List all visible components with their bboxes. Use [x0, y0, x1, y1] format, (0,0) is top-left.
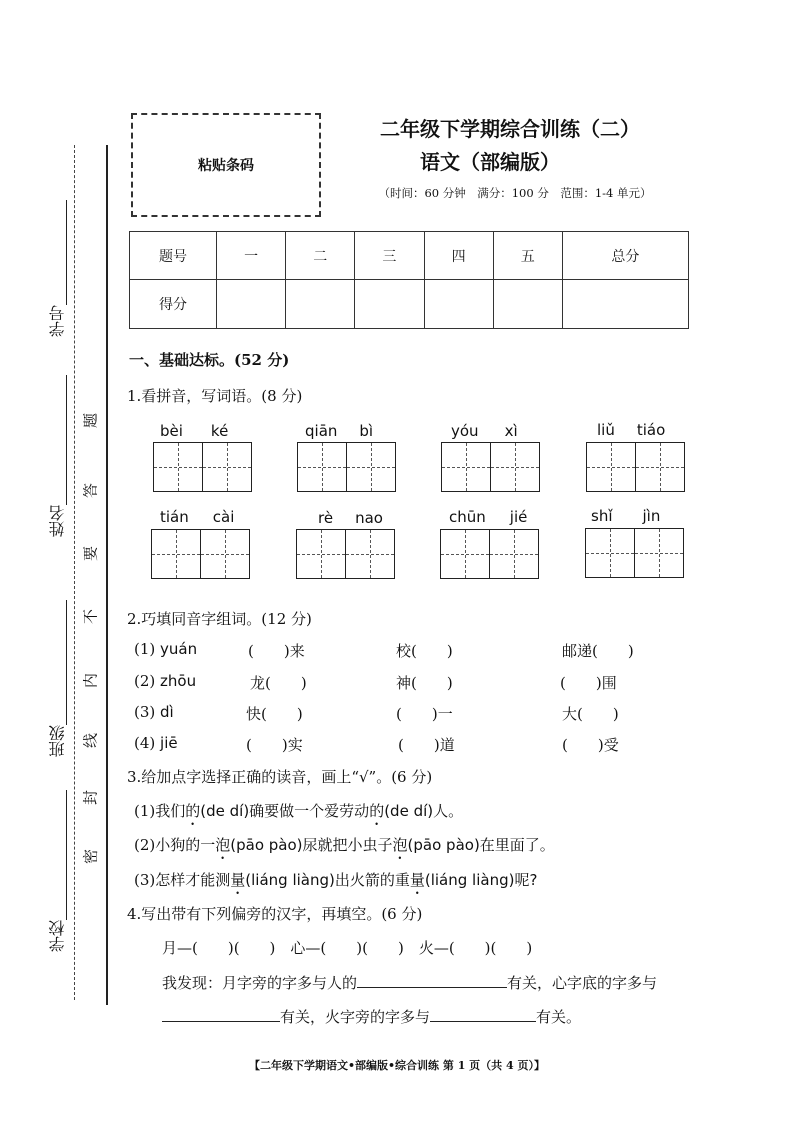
table-row	[130, 280, 689, 329]
dotted-char: 泡	[215, 836, 231, 854]
pinyin-pair: qiān bì	[305, 422, 374, 440]
tianzige-grid[interactable]	[151, 529, 248, 579]
pinyin-pair: yóu xì	[451, 422, 518, 440]
school-label: 学校	[48, 920, 67, 952]
score-input-cell[interactable]	[286, 280, 355, 329]
table-row	[130, 232, 689, 280]
q2-row: (2) zhōu	[134, 672, 197, 690]
pinyin-pair: shǐ jìn	[591, 507, 661, 525]
page-footer: 【二年级下学期语文•部编版•综合训练 第 1 页（共 4 页）】	[248, 1059, 545, 1072]
dotted-char: 量	[409, 871, 425, 889]
seal-char: 封	[81, 790, 100, 806]
school-field[interactable]	[66, 790, 67, 920]
question-2-title: 2.巧填同音字组词。(12 分)	[127, 610, 312, 628]
binding-solid-line	[106, 145, 108, 1005]
tianzige-grid[interactable]	[297, 442, 394, 492]
q2-blank[interactable]: 大( )	[562, 705, 619, 723]
student-id-field[interactable]	[66, 200, 67, 305]
q2-blank[interactable]: 神( )	[396, 674, 453, 692]
question-4-title: 4.写出带有下列偏旁的汉字，再填空。(6 分)	[127, 905, 423, 923]
dotted-char: 的	[369, 802, 385, 820]
q2-blank[interactable]: 校( )	[396, 642, 453, 660]
table-cell: 总分	[562, 232, 688, 280]
table-cell: 五	[493, 232, 562, 280]
name-label: 姓名	[48, 505, 67, 537]
q3-line: (2)小狗的一泡(pāo pào)尿就把小虫子泡(pāo pào)在里面了。	[134, 836, 555, 854]
barcode-label: 粘贴条码	[198, 158, 254, 174]
q2-blank[interactable]: ( )围	[560, 674, 617, 692]
q3-line: (1)我们的(de dí)确要做一个爱劳动的(de dí)人。	[134, 802, 464, 820]
dotted-char: 泡	[392, 836, 408, 854]
score-input-cell[interactable]	[424, 280, 493, 329]
table-cell: 三	[355, 232, 424, 280]
seal-char: 要	[81, 546, 100, 562]
class-label: 班级	[48, 725, 67, 757]
binding-dashed-line	[74, 145, 75, 1000]
page-subtitle: 语文（部编版）	[420, 150, 560, 174]
tianzige-grid[interactable]	[440, 529, 537, 579]
name-field[interactable]	[66, 375, 67, 505]
tianzige-grid[interactable]	[586, 442, 683, 492]
answer-blank[interactable]	[357, 987, 507, 988]
q2-row: (4) jiē	[134, 734, 178, 752]
score-input-cell[interactable]	[493, 280, 562, 329]
q2-blank[interactable]: ( )道	[398, 736, 455, 754]
pinyin-pair: liǔ tiáo	[597, 421, 666, 439]
score-input-cell[interactable]	[562, 280, 688, 329]
q2-blank[interactable]: ( )实	[246, 736, 303, 754]
score-table	[129, 231, 689, 329]
q2-blank[interactable]: 龙( )	[250, 674, 307, 692]
dotted-char: 量	[230, 871, 246, 889]
q3-line: (3)怎样才能测量(liáng liàng)出火箭的重量(liáng liàng)呢?	[134, 871, 538, 889]
seal-char: 密	[81, 849, 100, 865]
page-title: 二年级下学期综合训练（二）	[380, 117, 640, 141]
seal-char: 答	[81, 483, 100, 499]
seal-char: 线	[81, 733, 100, 749]
q2-row: (3) dì	[134, 703, 174, 721]
table-cell: 四	[424, 232, 493, 280]
q4-radicals[interactable]: 月—( )( ) 心—( )( ) 火—( )( )	[162, 939, 533, 957]
tianzige-grid[interactable]	[296, 529, 393, 579]
student-id-label: 学号	[48, 305, 67, 337]
dotted-char: 的	[185, 802, 201, 820]
answer-blank[interactable]	[430, 1021, 536, 1022]
table-cell: 得分	[130, 280, 217, 329]
pinyin-pair: bèi ké	[160, 422, 229, 440]
seal-char: 内	[81, 673, 100, 689]
q2-blank[interactable]: 快( )	[246, 705, 303, 723]
table-cell: 一	[217, 232, 286, 280]
q4-finding-line2: 有关，火字旁的字多与 有关。	[162, 1006, 581, 1027]
q2-row: (1) yuán	[134, 640, 198, 658]
tianzige-grid[interactable]	[441, 442, 538, 492]
barcode-area	[131, 113, 321, 217]
q4-finding-line1: 我发现：月字旁的字多与人的 有关，心字底的字多与	[162, 974, 658, 992]
table-cell: 题号	[130, 232, 217, 280]
class-field[interactable]	[66, 600, 67, 725]
question-1-title: 1.看拼音，写词语。(8 分)	[127, 387, 303, 405]
pinyin-pair: chūn jié	[449, 508, 528, 526]
tianzige-grid[interactable]	[585, 528, 682, 578]
seal-char: 不	[81, 609, 100, 625]
table-cell: 二	[286, 232, 355, 280]
pinyin-pair: rè nao	[318, 509, 383, 527]
answer-blank[interactable]	[162, 1021, 280, 1022]
seal-char: 题	[81, 413, 100, 429]
pinyin-pair: tián cài	[160, 508, 235, 526]
tianzige-grid[interactable]	[153, 442, 250, 492]
q2-blank[interactable]: ( )受	[562, 736, 619, 754]
section-title: 一、基础达标。(52 分)	[129, 351, 290, 369]
q2-blank[interactable]: ( )来	[248, 642, 305, 660]
exam-meta: （时间：60 分钟 满分：100 分 范围：1-4 单元）	[378, 186, 652, 200]
q2-blank[interactable]: ( )一	[396, 705, 453, 723]
score-input-cell[interactable]	[355, 280, 424, 329]
score-input-cell[interactable]	[217, 280, 286, 329]
question-3-title: 3.给加点字选择正确的读音，画上“√”。(6 分)	[127, 768, 433, 786]
q2-blank[interactable]: 邮递( )	[562, 642, 634, 660]
